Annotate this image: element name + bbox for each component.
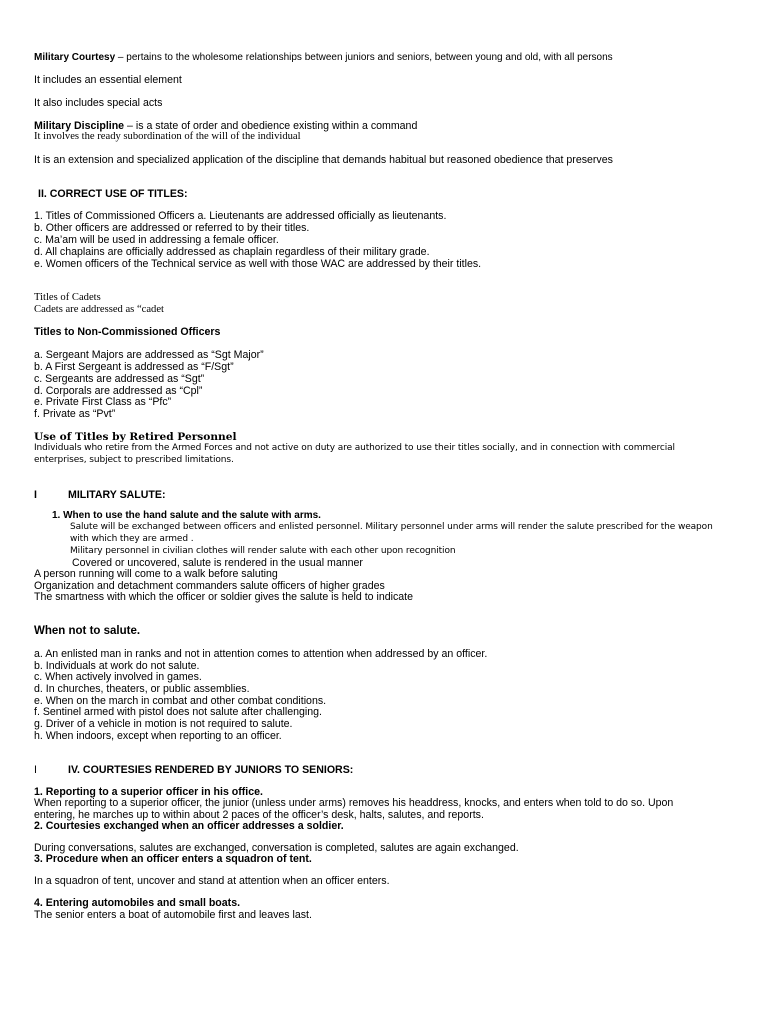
titles-item: 1. Titles of Commissioned Officers a. Lieutenants are addressed officially as lieutenants. [34, 210, 447, 222]
not-salute-heading: When not to salute. [34, 625, 141, 637]
courtesy-subheading: 2. Courtesies exchanged when an officer addresses a soldier. [34, 820, 344, 832]
salute-heading: MILITARY SALUTE: [68, 489, 166, 501]
courtesy-subheading: 1. Reporting to a superior officer in his office. [34, 786, 263, 798]
cadets-line: Cadets are addressed as “cadet [34, 304, 165, 315]
discipline-term: Military Discipline [34, 120, 125, 132]
nco-item: c. Sergeants are addressed as “Sgt” [34, 373, 205, 385]
discipline-line2: It involves the ready subordination of the will of the individual [34, 131, 301, 142]
courtesy-text: entering, he marches up to within about 2 paces of the officer’s desk, halts, salutes, and reports. [34, 809, 484, 821]
nco-item: e. Private First Class as “Pfc” [34, 396, 172, 408]
courtesy-text: In a squadron of tent, uncover and stand at attention when an officer enters. [34, 875, 390, 887]
courtesy-text: – pertains to the wholesome relationships between juniors and seniors, between young and old, with all persons [115, 52, 613, 63]
courtesy-text: During conversations, salutes are exchanged, conversation is completed, salutes are again exchanged. [34, 842, 519, 854]
not-salute-item: a. An enlisted man in ranks and not in attention comes to attention when addressed by an officer. [34, 648, 488, 660]
titles-heading: II. CORRECT USE OF TITLES: [38, 188, 188, 200]
discipline-text: – is a state of order and obedience existing within a command [124, 120, 418, 132]
nco-item: f. Private as “Pvt” [34, 408, 116, 420]
courtesy-text: The senior enters a boat of automobile first and leaves last. [34, 909, 312, 921]
not-salute-item: h. When indoors, except when reporting to an officer. [34, 730, 282, 742]
nco-item: a. Sergeant Majors are addressed as “Sgt Major” [34, 349, 264, 361]
line-acts: It also includes special acts [34, 97, 163, 109]
not-salute-item: c. When actively involved in games. [34, 671, 202, 683]
extension-line: It is an extension and specialized application of the discipline that demands habitual but reasoned obedience that preserves [34, 154, 613, 166]
not-salute-item: g. Driver of a vehicle in motion is not required to salute. [34, 718, 293, 730]
titles-item: b. Other officers are addressed or referred to by their titles. [34, 222, 310, 234]
salute-subtext: Military personnel in civilian clothes will render salute with each other upon recognition [70, 546, 456, 556]
titles-item: d. All chaplains are officially addressed as chaplain regardless of their military grade. [34, 246, 430, 258]
retired-text: Individuals who retire from the Armed Forces and not active on duty are authorized to use their titles socially, and in connection with commercial [34, 443, 675, 453]
nco-item: d. Corporals are addressed as “Cpl” [34, 385, 203, 397]
salute-line: The smartness with which the officer or soldier gives the salute is held to indicate [34, 591, 414, 603]
salute-numeral: I [34, 489, 37, 501]
salute-subheading: 1. When to use the hand salute and the salute with arms. [52, 510, 321, 521]
line-element: It includes an essential element [34, 74, 182, 86]
retired-heading: Use of Titles by Retired Personnel [34, 431, 237, 443]
retired-text: enterprises, subject to prescribed limitations. [34, 455, 234, 465]
courtesy-term: Military Courtesy [34, 52, 116, 63]
titles-item: e. Women officers of the Technical service as well with those WAC are addressed by their titles. [34, 258, 482, 270]
not-salute-item: f. Sentinel armed with pistol does not salute after challenging. [34, 706, 322, 718]
salute-line: A person running will come to a walk before saluting [34, 568, 278, 580]
not-salute-item: b. Individuals at work do not salute. [34, 660, 200, 672]
courtesy-subheading: 4. Entering automobiles and small boats. [34, 897, 241, 909]
courtesy-text: When reporting to a superior officer, the junior (unless under arms) removes his headdress, knocks, and enters when told to do so. Upon [34, 797, 674, 809]
titles-item: c. Ma’am will be used in addressing a female officer. [34, 234, 279, 246]
salute-subtext: Salute will be exchanged between officers and enlisted personnel. Military personnel under arms will render the salute prescribed for the weapon [70, 522, 713, 532]
courtesies-numeral: I [34, 764, 37, 776]
courtesy-subheading: 3. Procedure when an officer enters a squadron of tent. [34, 853, 312, 865]
salute-subtext: with which they are armed . [70, 534, 194, 544]
cadets-heading: Titles of Cadets [34, 292, 101, 303]
salute-subtext: Covered or uncovered, salute is rendered in the usual manner [72, 557, 363, 569]
not-salute-item: d. In churches, theaters, or public assemblies. [34, 683, 250, 695]
nco-heading: Titles to Non-Commissioned Officers [34, 326, 221, 338]
not-salute-item: e. When on the march in combat and other combat conditions. [34, 695, 327, 707]
nco-item: b. A First Sergeant is addressed as “F/Sgt” [34, 361, 234, 373]
salute-line: Organization and detachment commanders salute officers of higher grades [34, 580, 385, 592]
courtesies-heading: IV. COURTESIES RENDERED BY JUNIORS TO SENIORS: [68, 764, 354, 776]
courtesy-definition [34, 52, 613, 64]
